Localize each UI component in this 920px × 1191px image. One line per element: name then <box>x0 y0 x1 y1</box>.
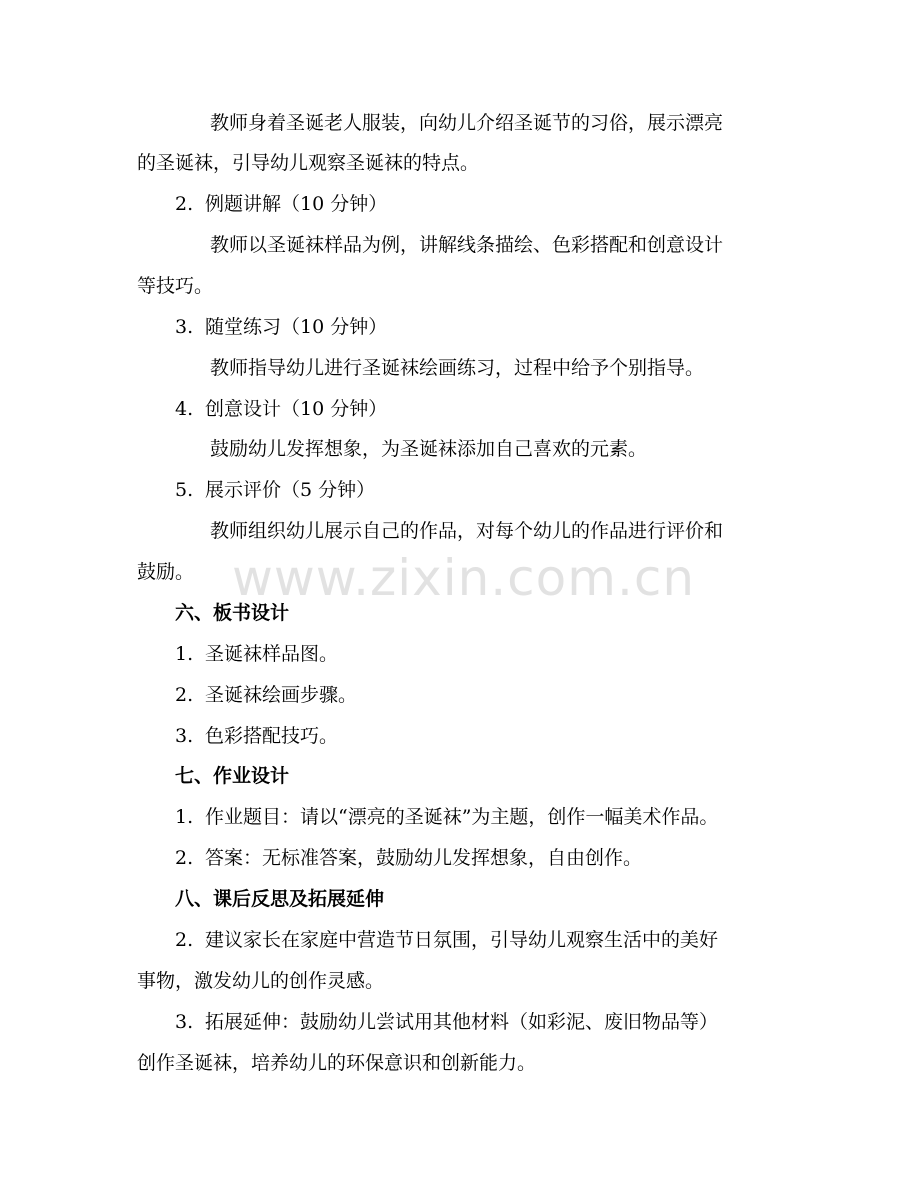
paragraph-line: 创作圣诞袜，培养幼儿的环保意识和创新能力。 <box>137 1052 537 1074</box>
item-text: 作业题目：请以“漂亮的圣诞袜”为主题，创作一幅美术作品。 <box>205 806 719 828</box>
step-title: 展示评价（5 分钟） <box>205 479 376 501</box>
list-item <box>0 928 920 952</box>
item-number: 3. <box>175 1011 194 1033</box>
list-item <box>0 1010 920 1034</box>
item-text: 色彩搭配技巧。 <box>205 725 339 747</box>
step-number: 2. <box>175 193 194 215</box>
step-heading <box>0 478 920 502</box>
step-heading <box>0 315 920 339</box>
paragraph-line: 教师指导幼儿进行圣诞袜绘画练习，过程中给予个别指导。 <box>210 357 705 379</box>
item-text: 拓展延伸：鼓励幼儿尝试用其他材料（如彩泥、废旧物品等） <box>205 1011 719 1033</box>
paragraph-line: 的圣诞袜，引导幼儿观察圣诞袜的特点。 <box>137 152 480 174</box>
item-text: 圣诞袜样品图。 <box>205 643 339 665</box>
paragraph-line: 鼓励。 <box>137 561 195 583</box>
paragraph-line: 事物，激发幼儿的创作灵感。 <box>137 970 385 992</box>
step-heading <box>0 397 920 421</box>
list-item <box>0 683 920 707</box>
step-number: 4. <box>175 398 194 420</box>
step-number: 3. <box>175 316 194 338</box>
step-heading <box>0 192 920 216</box>
paragraph-line: 教师身着圣诞老人服装，向幼儿介绍圣诞节的习俗，展示漂亮 <box>210 112 724 134</box>
paragraph-line: 等技巧。 <box>137 275 214 297</box>
step-title: 创意设计（10 分钟） <box>205 398 388 420</box>
paragraph-line: 鼓励幼儿发挥想象，为圣诞袜添加自己喜欢的元素。 <box>210 438 648 460</box>
list-item <box>0 642 920 666</box>
section-heading: 六、板书设计 <box>175 602 290 624</box>
item-text: 答案：无标准答案，鼓励幼儿发挥想象，自由创作。 <box>205 847 643 869</box>
item-number: 2. <box>175 847 194 869</box>
list-item <box>0 846 920 870</box>
step-title: 例题讲解（10 分钟） <box>205 193 388 215</box>
item-number: 1. <box>175 806 194 828</box>
section-heading: 七、作业设计 <box>175 765 290 787</box>
paragraph-line: 教师组织幼儿展示自己的作品，对每个幼儿的作品进行评价和 <box>210 520 724 542</box>
item-number: 2. <box>175 929 194 951</box>
section-heading: 八、课后反思及拓展延伸 <box>175 888 385 910</box>
item-text: 建议家长在家庭中营造节日氛围，引导幼儿观察生活中的美好 <box>205 929 719 951</box>
item-text: 圣诞袜绘画步骤。 <box>205 684 358 706</box>
step-number: 5. <box>175 479 194 501</box>
list-item <box>0 724 920 748</box>
paragraph-line: 教师以圣诞袜样品为例，讲解线条描绘、色彩搭配和创意设计 <box>210 234 724 256</box>
step-title: 随堂练习（10 分钟） <box>205 316 388 338</box>
list-item <box>0 805 920 829</box>
watermark: www.zixin.com.cn <box>232 549 696 607</box>
item-number: 2. <box>175 684 194 706</box>
item-number: 1. <box>175 643 194 665</box>
item-number: 3. <box>175 725 194 747</box>
